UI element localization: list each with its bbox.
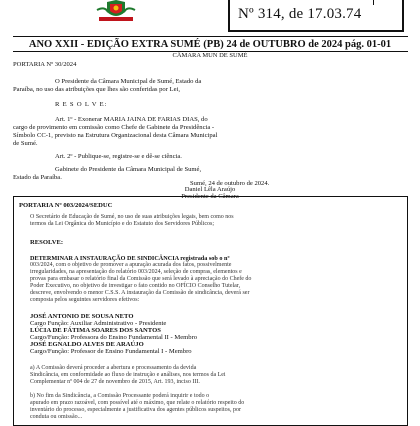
seduc-preamble-line: termos da Lei Orgânica do Município e do Estatuto dos Servidores Públicos;	[30, 221, 215, 227]
seduc-body-line: descreve, envolvendo o menor C.S.S. A instauração da Comissão de sindicância, deverá ser	[30, 290, 250, 296]
preamble-line: O Presidente da Câmara Municipal de Sumé, Estado da	[55, 78, 202, 85]
item-a-line: a) A Comissão deverá proceder a abertura e processamento da devida	[30, 365, 197, 371]
signer-name: Daniel Lêla Araújo	[184, 186, 236, 193]
issuer-name: CÂMARA MUN DE SUMÉ	[172, 52, 248, 59]
law-number: Nº 314, de 17.03.74	[238, 6, 362, 22]
article-1-line: cargo de provimento em comissão como Chefe de Gabinete da Presidência -	[13, 124, 215, 131]
commission-member-name: LÚCIA DE FÁTIMA SOARES DOS SANTOS	[30, 327, 161, 334]
portaria-seduc-frame	[13, 196, 408, 426]
preamble-line: Paraíba, no uso das atribuições que lhes são conferidas por Lei,	[13, 86, 180, 93]
item-b-line: apurado em prazo razoável, com possível até o máximo, que relate o relatório respeito do	[30, 400, 245, 406]
closing-line: Gabinete do Presidente da Câmara Municipal de Sumé,	[55, 166, 202, 173]
item-b-line: conduta ou omissão...	[30, 414, 83, 420]
seduc-body-line: Poder Executivo, no objetivo de investigar o fato contido no OFÍCIO Conselho Tutelar,	[30, 283, 241, 289]
seduc-body-line: irregularidades, na apresentação do relatório 003/2024, seleção de compras, elementos e	[30, 269, 242, 275]
seduc-body-line: 003/2024, com o objetivo de promover a apuração acurada dos fatos, possivelmente	[30, 262, 232, 268]
item-b-line: b) No fim da Sindicância, a Comissão Processante poderá inquirir e todo o	[30, 393, 210, 399]
item-a-line: Complementar nº 004 de 27 de novembro de 2015, Art. 193, inciso III.	[30, 379, 200, 385]
commission-member-role: Cargo Função: Auxiliar Administrativo - Presidente	[30, 320, 167, 327]
resolve-heading: R E S O L V E:	[55, 101, 108, 108]
seduc-preamble-line: O Secretário de Educação de Sumé, no uso de suas atribuições legais, bem como nos	[30, 214, 234, 220]
commission-member-name: JOSÉ EGNALDO ALVES DE ARAÚJO	[30, 341, 144, 348]
seduc-resolve-heading: RESOLVE:	[30, 239, 64, 246]
edition-line: ANO XXII - EDIÇÃO EXTRA SUMÉ (PB) 24 de OUTUBRO de 2024 pág. 01-01	[28, 39, 392, 50]
portaria-seduc-title: PORTARIA Nº 003/2024/SEDUC	[19, 202, 113, 209]
portaria-title: PORTARIA Nº 30/2024	[13, 61, 77, 68]
article-1-line: Art. 1º - Exonerar MARIA JAINA DE FARIAS DIAS, do	[55, 116, 208, 123]
signature-date: Sumé, 24 de outubro de 2024.	[190, 180, 270, 187]
header-rule	[13, 36, 408, 37]
item-b-line: inventário do processo, especialmente a justificativa dos agentes públicos suspeitos, por	[30, 407, 241, 413]
seduc-body-line: DETERMINAR A INSTAURAÇÃO DE SINDICÂNCIA registrada sob o nº	[30, 255, 230, 262]
closing-line: Estado da Paraíba.	[13, 174, 62, 181]
municipal-coat-of-arms-icon	[93, 0, 139, 22]
law-number-box	[228, 0, 404, 32]
commission-member-role: Cargo/Função: Professora do Ensino Fundamental II - Membro	[30, 334, 198, 341]
commission-member-role: Cargo/Função: Professor de Ensino Fundamental I - Membro	[30, 348, 192, 355]
article-1-line: Símbolo CC-1, previsto na Estrutura Organizacional desta Câmara Municipal	[13, 132, 218, 139]
article-1-line: de Sumé.	[13, 140, 38, 147]
seduc-body-line: provas para embasar o relatório final da Comissão que será levado à apreciação do Chefe do	[30, 276, 252, 282]
signer-role: Presidente da Câmara	[181, 193, 239, 200]
box-tick	[373, 0, 374, 5]
commission-member-name: JOSÉ ANTONIO DE SOUSA NETO	[30, 313, 134, 320]
article-2: Art. 2º - Publique-se, registre-se e dê-se ciência.	[55, 153, 182, 160]
item-a-line: Sindicância, em conformidade ao fluxo de instrução e análises, nos termos da Lei	[30, 372, 226, 378]
seduc-body-line: composta pelos seguintes servidores efetivos:	[30, 297, 140, 303]
